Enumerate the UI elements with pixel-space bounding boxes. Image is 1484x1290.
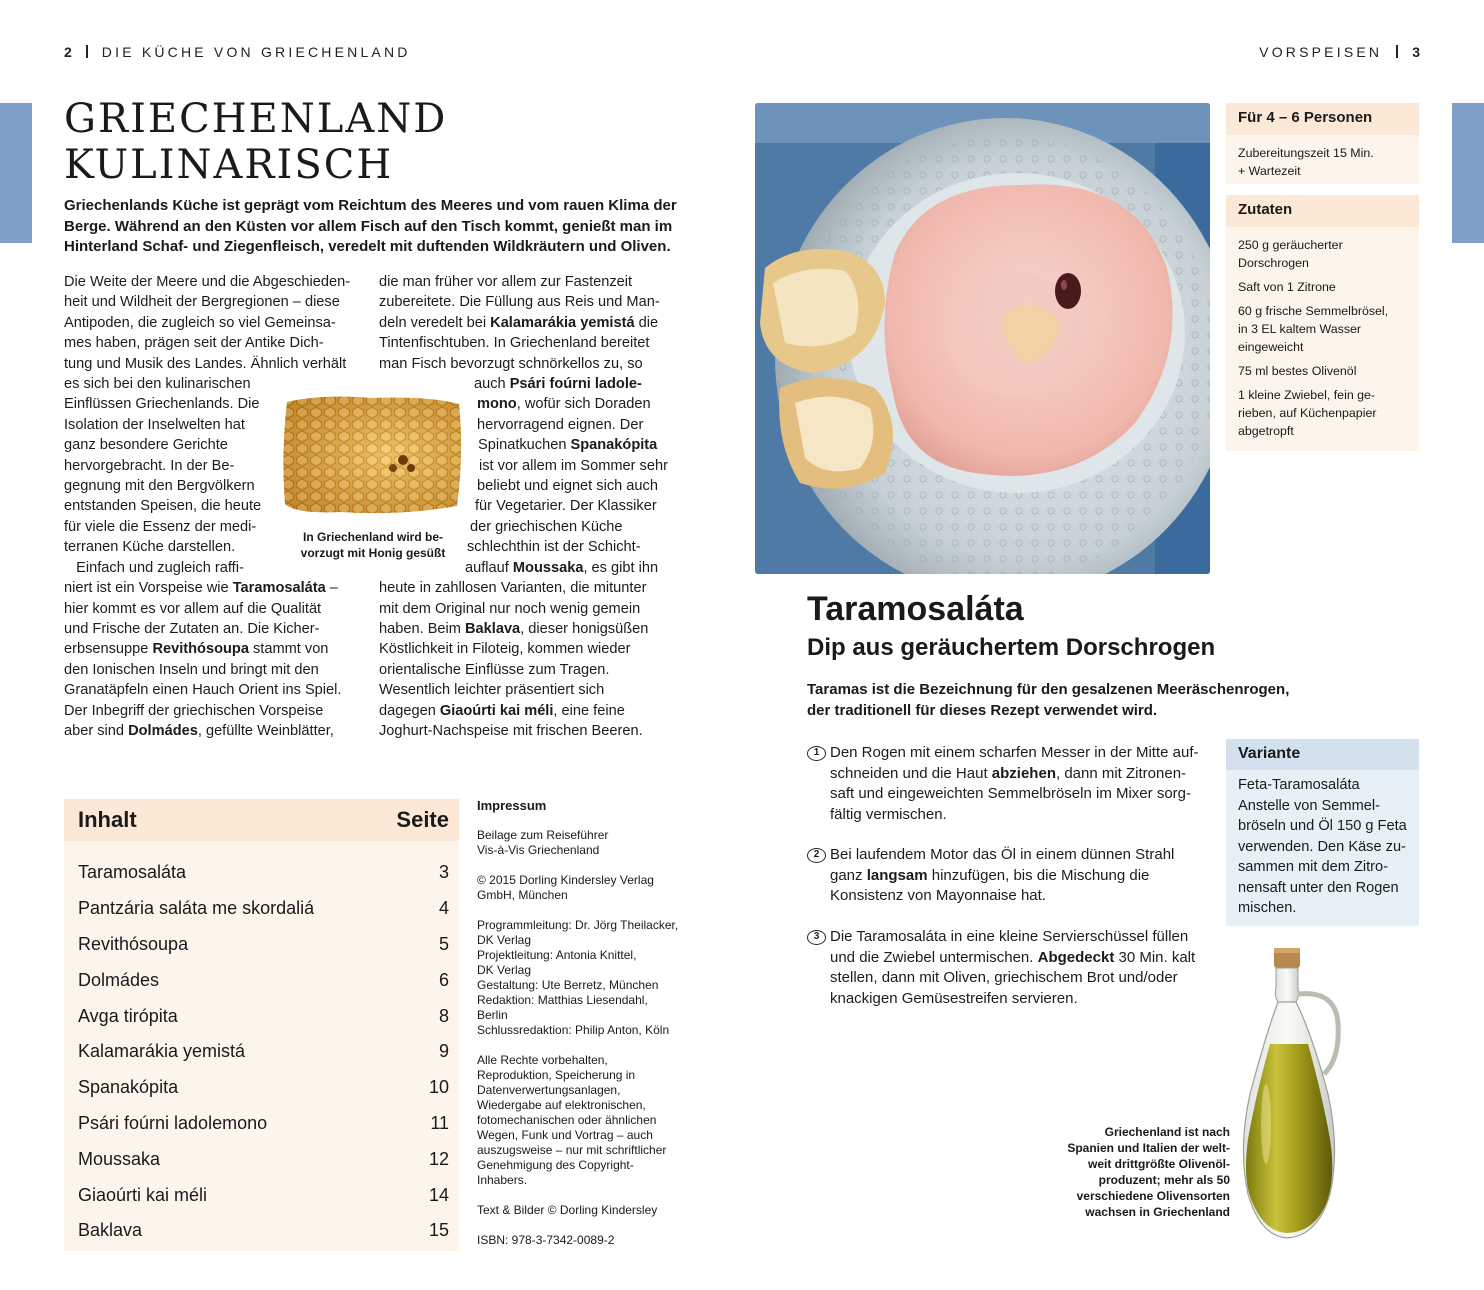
text-line: fältig vermischen. xyxy=(830,805,947,823)
variant-line: Feta-Taramosaláta xyxy=(1238,777,1360,793)
variant-line: sammen mit dem Zitro- xyxy=(1238,859,1389,875)
toc-entry-page: 3 xyxy=(438,862,449,883)
text-line: Tintenfischtuben. In Griechenland bereitet xyxy=(379,335,650,352)
text-run: – xyxy=(325,580,338,597)
recipe-subtitle: Dip aus geräuchertem Dorschrogen xyxy=(807,634,1216,661)
text-line: Einfach und zugleich raffi- xyxy=(64,559,244,576)
text-run: , dieser honigsüßen xyxy=(520,620,649,637)
prep-time: Zubereitungszeit 15 Min. xyxy=(1238,146,1374,160)
text-run: und die Zwiebel untermischen. xyxy=(830,948,1038,966)
text-line: Bei laufendem Motor das Öl in einem dünnen Strahl xyxy=(830,846,1175,863)
text-line: Einflüssen Griechenlands. Die xyxy=(64,396,260,413)
text-run: aber sind xyxy=(64,722,129,739)
text-line: ist vor allem im Sommer sehr xyxy=(479,457,668,474)
impressum-paragraph: © 2015 Dorling Kindersley Verlag GmbH, München xyxy=(477,873,654,902)
text-run: , eine feine xyxy=(553,702,625,719)
step-number: 3 xyxy=(807,930,826,945)
text-line xyxy=(379,313,668,333)
servings-body xyxy=(1226,135,1419,186)
text-line: Der Inbegriff der griechischen Vorspeise xyxy=(64,702,324,719)
caption-line: weit drittgrößte Olivenöl- xyxy=(1087,1157,1230,1171)
toc-header xyxy=(64,799,459,841)
variant-line: nensaft unter den Rogen xyxy=(1238,879,1399,896)
taramosalata-photo xyxy=(755,103,1210,574)
text-run: deln veredelt bei xyxy=(379,314,491,331)
recipe-intro xyxy=(807,679,1307,721)
toc-entry-title: Taramosaláta xyxy=(78,862,187,883)
variant-title: Variante xyxy=(1226,739,1419,770)
toc-row xyxy=(78,1106,449,1142)
text-line: knackigen Gemüsestreifen servieren. xyxy=(830,989,1078,1007)
text-line: gegnung mit den Bergvölkern xyxy=(64,478,255,495)
toc-entry-title: Pantzária saláta me skordaliá xyxy=(78,898,315,919)
toc-entry-page: 8 xyxy=(438,1005,449,1026)
text-line: ganz besondere Gerichte xyxy=(64,437,228,454)
impressum-paragraph: Beilage zum Reiseführer Vis-à-Vis Griechenland xyxy=(477,828,609,857)
toc-header-page: Seite xyxy=(396,807,449,832)
text-line: für Vegetarier. Der Klassiker xyxy=(475,498,657,515)
section-title-right: VORSPEISEN xyxy=(1259,44,1383,60)
impressum-paragraph: ISBN: 978-3-7342-0089-2 xyxy=(477,1233,615,1247)
toc-entry-page: 10 xyxy=(428,1077,449,1098)
toc-entry-title: Avga tirópita xyxy=(78,1005,178,1026)
dish-name: Spanakópita xyxy=(570,437,658,454)
section-title-left: DIE KÜCHE VON GRIECHENLAND xyxy=(101,44,411,60)
text-line: saft und eingeweichten Semmelbröseln im Mixer sorg- xyxy=(830,785,1191,802)
dish-name: Baklava xyxy=(465,620,521,637)
text-line: den Ionischen Inseln und bringt mit den xyxy=(64,661,319,678)
caption-line: vorzugt mit Honig gesüßt xyxy=(300,546,446,560)
ingredient-item: 60 g frische Semmelbrösel, in 3 EL kaltem Wasser eingeweicht xyxy=(1238,304,1389,354)
toc-row xyxy=(78,1034,449,1070)
text-line: hervorragend eignen. Der xyxy=(477,416,644,433)
recipe-step xyxy=(807,845,1207,907)
toc-row xyxy=(78,962,449,998)
caption-line: produzent; mehr als 50 xyxy=(1098,1173,1230,1187)
text-line: Antipoden, die zugleich so viel Gemeinsa- xyxy=(64,314,336,331)
dish-name: Taramosaláta xyxy=(232,580,326,597)
header-separator xyxy=(86,45,88,58)
wait-time: + Wartezeit xyxy=(1238,164,1301,178)
impressum-paragraph: Alle Rechte vorbehalten, Reproduktion, Speicherung in Datenverwertungsanlagen, Wiedergabe auf elektronischen, fotomechanischen oder ähnlichen Wegen, Funk und Vortrag – auch auszugsweise – nur mit schriftlicher Genehmigung des Copyright- Inhabers. xyxy=(477,1053,667,1187)
text-run: ganz xyxy=(830,866,867,884)
toc-list xyxy=(64,841,459,1249)
honeycomb-image xyxy=(281,394,464,516)
dish-name: Revithósoupa xyxy=(152,641,249,658)
toc-entry-title: Dolmádes xyxy=(78,969,160,990)
text-run: haben. Beim xyxy=(379,620,465,637)
text-line: terranen Küche darstellen. xyxy=(64,539,236,556)
olive-oil-bottle-image xyxy=(1236,944,1346,1244)
text-line: Die Taramosaláta in eine kleine Servierschüssel füllen xyxy=(830,928,1189,945)
text-line: beliebt und eignet sich auch xyxy=(477,478,658,495)
intro-paragraph: Griechenlands Küche ist geprägt vom Reichtum des Meeres und vom rauen Klima der Berge. Während an den Küsten vor allem Fisch auf den Tisch kommt, genießt man im Hinterland Schaf- und Ziegenfleisch, veredelt mit duftenden Wildkräutern und Oliven. xyxy=(64,197,677,255)
toc-entry-title: Baklava xyxy=(78,1220,143,1241)
text-line: Wesentlich leichter präsentiert sich xyxy=(379,682,605,699)
text-line: man Fisch bevorzugt schnörkellos zu, so xyxy=(379,355,643,372)
toc-entry-title: Revithósoupa xyxy=(78,933,189,954)
text-line: und Frische der Zutaten an. Die Kicher- xyxy=(64,620,320,637)
text-line: Die Weite der Meere und die Abgeschieden- xyxy=(64,274,351,290)
impressum-paragraph: Text & Bilder © Dorling Kindersley xyxy=(477,1203,658,1217)
text-line xyxy=(64,639,350,659)
text-line xyxy=(830,764,1207,785)
text-line xyxy=(64,721,350,741)
text-line: Den Rogen mit einem scharfen Messer in der Mitte auf- xyxy=(830,744,1199,761)
impressum xyxy=(477,798,687,1263)
dish-name: Dolmádes xyxy=(128,722,198,739)
servings-title: Für 4 – 6 Personen xyxy=(1226,103,1419,135)
text-run: , dann mit Zitronen- xyxy=(1055,764,1187,782)
olive-oil-caption xyxy=(1030,1124,1230,1220)
caption-line: In Griechenland wird be- xyxy=(302,530,444,544)
page-title-line2: KULINARISCH xyxy=(64,142,394,188)
text-line: entstanden Speisen, die heute xyxy=(64,498,262,515)
text-line: hier kommt es vor allem auf die Qualität xyxy=(64,600,322,617)
text-line: zubereitete. Die Füllung aus Reis und Man- xyxy=(379,294,660,311)
ingredients-box xyxy=(1226,195,1419,451)
dish-name: Psári foúrni ladole- xyxy=(509,376,642,393)
dish-name: mono xyxy=(477,396,517,413)
variant-body xyxy=(1226,770,1419,924)
recipe-step xyxy=(807,927,1207,1009)
toc-entry-page: 14 xyxy=(428,1184,449,1205)
text-run: Spinatkuchen xyxy=(478,437,571,454)
recipe-step xyxy=(807,743,1207,825)
caption-line: Griechenland ist nach xyxy=(1104,1125,1230,1139)
text-line: es sich bei den kulinarischen xyxy=(64,376,251,393)
toc-entry-title: Giaoúrti kai méli xyxy=(78,1184,208,1205)
edge-tab-right xyxy=(1452,103,1484,243)
text-line: hervorgebracht. In der Be- xyxy=(64,457,235,474)
text-line: der griechischen Küche xyxy=(470,518,623,535)
intro-line: der traditionell für dieses Rezept verwendet wird. xyxy=(807,702,1158,719)
servings-box xyxy=(1226,103,1419,184)
text-run: , wofür sich Doraden xyxy=(516,396,651,413)
text-line: Isolation der Inselwelten hat xyxy=(64,416,245,433)
text-line xyxy=(379,701,668,721)
text-run: auflauf xyxy=(465,559,513,576)
variant-box xyxy=(1226,739,1419,926)
text-line: orientalische Einflüsse zum Tragen. xyxy=(379,661,610,678)
text-line xyxy=(830,866,1207,887)
page-title-line1: GRIECHENLAND xyxy=(64,96,448,142)
ingredient-item: 250 g geräucherter Dorschrogen xyxy=(1238,238,1343,270)
caption-line: Spanien und Italien der welt- xyxy=(1067,1141,1230,1155)
dish-name: Giaoúrti kai méli xyxy=(439,702,554,719)
table-of-contents xyxy=(64,799,459,1251)
honey-caption xyxy=(288,529,458,561)
emphasis: Abgedeckt xyxy=(1037,948,1115,966)
running-head-right xyxy=(1259,44,1420,60)
step-text xyxy=(830,845,1207,907)
toc-row xyxy=(78,1070,449,1106)
toc-header-title: Inhalt xyxy=(78,807,137,832)
text-line: die man früher vor allem zur Fastenzeit xyxy=(379,274,633,290)
text-run: dagegen xyxy=(379,702,440,719)
toc-entry-title: Moussaka xyxy=(78,1148,161,1169)
ingredient-item: Saft von 1 Zitrone xyxy=(1238,280,1336,294)
text-run: niert ist ein Vorspeise wie xyxy=(64,580,233,597)
text-run: , es gibt ihn xyxy=(583,559,659,576)
toc-entry-page: 12 xyxy=(428,1148,449,1169)
toc-entry-title: Spanakópita xyxy=(78,1077,179,1098)
intro-line: Taramas ist die Bezeichnung für den gesalzenen Meeräschenrogen, xyxy=(807,681,1290,698)
toc-row xyxy=(78,891,449,927)
text-run: 30 Min. kalt xyxy=(1114,948,1196,966)
step-text xyxy=(830,927,1207,1009)
recipe-title: Taramosaláta xyxy=(807,590,1024,628)
text-run: stammt von xyxy=(248,641,329,658)
text-line: tung und Musik des Landes. Ähnlich verhält xyxy=(64,355,347,372)
variant-line: Anstelle von Semmel- xyxy=(1238,797,1380,814)
variant-line: mischen. xyxy=(1238,900,1297,916)
emphasis: abziehen xyxy=(991,764,1056,782)
toc-row xyxy=(78,1141,449,1177)
page-title xyxy=(64,96,624,188)
step-text xyxy=(830,743,1207,825)
ingredient-item: 75 ml bestes Olivenöl xyxy=(1238,364,1357,378)
text-run: erbsensuppe xyxy=(64,641,153,658)
text-run: , gefüllte Weinblätter, xyxy=(197,722,334,739)
text-line: Konsistenz von Mayonnaise hat. xyxy=(830,887,1046,904)
text-line xyxy=(64,578,350,598)
toc-row xyxy=(78,1177,449,1213)
toc-entry-page: 11 xyxy=(430,1112,449,1133)
dish-name: Kalamarákia yemistá xyxy=(490,314,635,331)
step-number: 2 xyxy=(807,848,826,863)
ingredients-title: Zutaten xyxy=(1226,195,1419,227)
toc-entry-page: 15 xyxy=(428,1220,449,1241)
text-line: für viele die Essenz der medi- xyxy=(64,518,257,535)
text-line xyxy=(379,619,668,639)
variant-line: verwenden. Den Käse zu- xyxy=(1238,838,1406,855)
text-run: hinzufügen, bis die Mischung die xyxy=(927,866,1150,884)
text-line: Granatäpfeln einen Hauch Orient ins Spiel. xyxy=(64,682,342,699)
toc-entry-page: 4 xyxy=(438,898,449,919)
variant-line: bröseln und Öl 150 g Feta xyxy=(1238,818,1407,834)
ingredients-list xyxy=(1226,227,1419,452)
text-line: mit dem Original nur noch wenig gemein xyxy=(379,600,641,617)
text-run: schneiden und die Haut xyxy=(830,764,992,782)
running-head-left xyxy=(64,44,411,60)
text-line: heute in zahllosen Varianten, die mitunter xyxy=(379,580,647,597)
toc-row xyxy=(78,927,449,963)
toc-entry-page: 6 xyxy=(438,969,449,990)
text-line: Joghurt-Nachspeise mit frischen Beeren. xyxy=(379,722,643,739)
text-line xyxy=(830,948,1207,969)
impressum-paragraph: Programmleitung: Dr. Jörg Theilacker, DK Verlag Projektleitung: Antonia Knittel, DK Verlag Gestaltung: Ute Berretz, München Redaktion: Matthias Liesendahl, Berlin Schlussredaktion: Philip Anton, Köln xyxy=(477,918,679,1037)
emphasis: langsam xyxy=(866,866,928,884)
toc-row xyxy=(78,998,449,1034)
impressum-title: Impressum xyxy=(477,798,547,813)
ingredient-item: 1 kleine Zwiebel, fein ge- rieben, auf Küchenpapier abgetropft xyxy=(1238,388,1377,438)
toc-entry-title: Kalamarákia yemistá xyxy=(78,1041,246,1062)
text-line xyxy=(379,374,668,394)
toc-row xyxy=(78,855,449,891)
page-number-left: 2 xyxy=(64,44,72,60)
toc-entry-page: 9 xyxy=(438,1041,449,1062)
toc-row xyxy=(78,1213,449,1249)
caption-line: wachsen in Griechenland xyxy=(1085,1205,1230,1219)
page-number-right: 3 xyxy=(1412,44,1420,60)
text-line: stellen, dann mit Oliven, griechischem Brot und/oder xyxy=(830,969,1178,986)
edge-tab-left xyxy=(0,103,32,243)
text-line: Köstlichkeit in Filoteig, kommen wieder xyxy=(379,641,631,658)
text-run: auch xyxy=(474,376,510,393)
toc-entry-page: 5 xyxy=(438,933,449,954)
text-line: mes haben, prägen seit der Antike Dich- xyxy=(64,335,324,352)
toc-entry-title: Psári foúrni ladolemono xyxy=(78,1112,268,1133)
text-run: die xyxy=(634,314,659,331)
step-number: 1 xyxy=(807,746,826,761)
text-line: heit und Wildheit der Bergregionen – diese xyxy=(64,294,340,311)
header-separator xyxy=(1396,45,1398,58)
text-line: schlechthin ist der Schicht- xyxy=(467,539,641,556)
caption-line: verschiedene Olivensorten xyxy=(1076,1189,1230,1203)
dish-name: Moussaka xyxy=(512,559,584,576)
